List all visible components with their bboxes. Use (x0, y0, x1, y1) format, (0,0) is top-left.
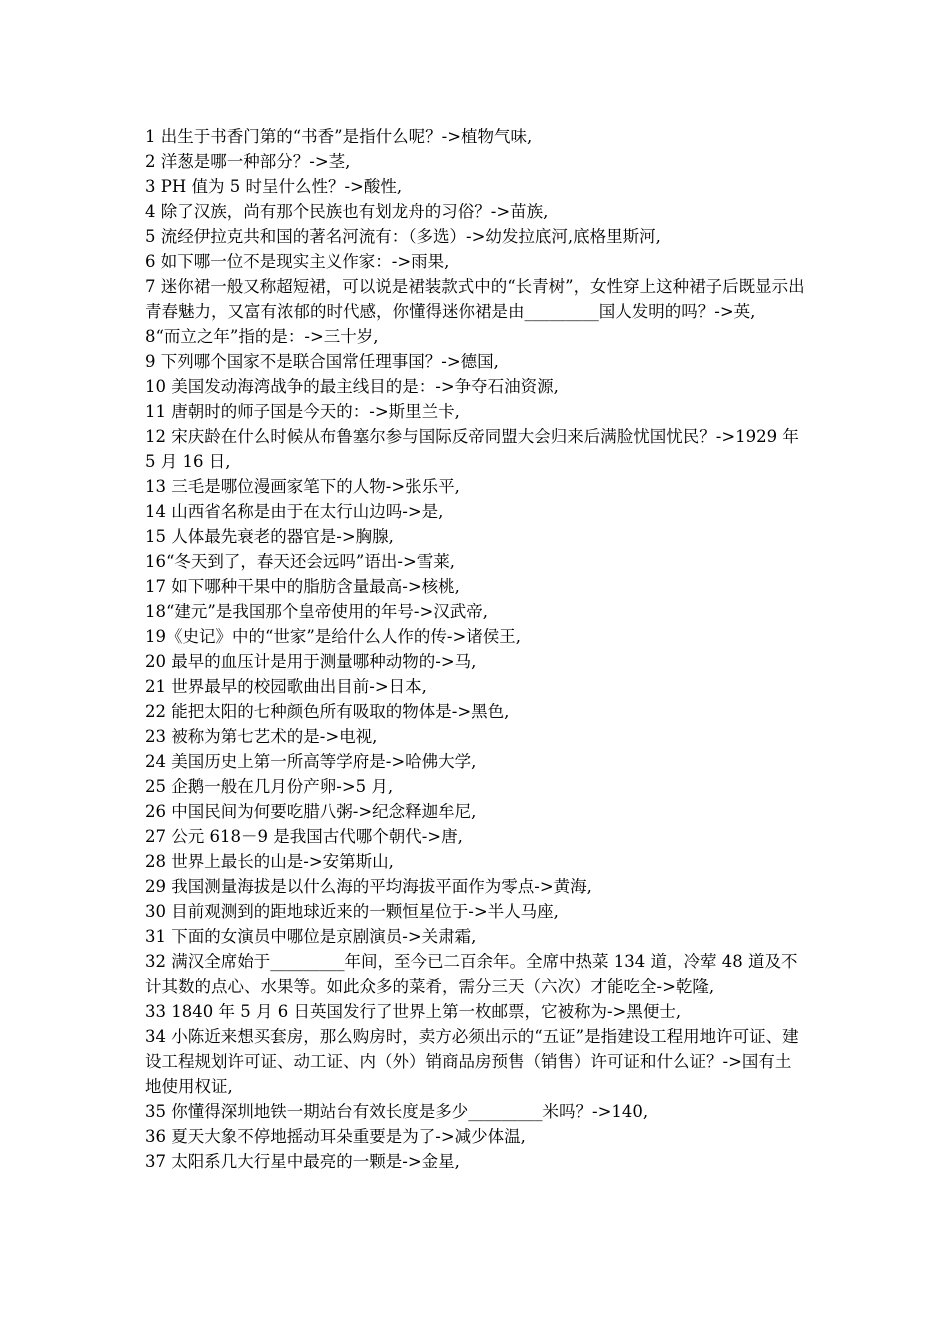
qa-item-10: 10 美国发动海湾战争的最主线目的是：->争夺石油资源, (145, 377, 559, 396)
qa-item-22: 22 能把太阳的七种颜色所有吸取的物体是->黑色, (145, 702, 510, 721)
qa-item-23: 23 被称为第七艺术的是->电视, (145, 727, 378, 746)
qa-item-5: 5 流经伊拉克共和国的著名河流有：（多选）->幼发拉底河,底格里斯河, (145, 227, 661, 246)
qa-item-1: 1 出生于书香门第的“书香”是指什么呢？->植物气味, (145, 127, 533, 146)
qa-item-9: 9 下列哪个国家不是联合国常任理事国？->德国, (145, 352, 499, 371)
document-body (145, 124, 807, 1174)
qa-item-27: 27 公元 618－9 是我国古代哪个朝代->唐, (145, 827, 463, 846)
qa-item-28: 28 世界上最长的山是->安第斯山, (145, 852, 394, 871)
qa-item-33: 33 1840 年 5 月 6 日英国发行了世界上第一枚邮票，它被称为->黑便士, (145, 1002, 682, 1021)
qa-item-11: 11 唐朝时的师子国是今天的：->斯里兰卡, (145, 402, 460, 421)
qa-item-16: 16“冬天到了，春天还会远吗”语出->雪莱, (145, 552, 456, 571)
qa-item-2: 2 洋葱是哪一种部分？->茎, (145, 152, 351, 171)
qa-item-32: 32 满汉全席始于_________年间，至今已二百余年。全席中热菜 134 道，冷荤 48 道及不计其数的点心、水果等。如此众多的菜肴，需分三天（六次）才能吃全->乾隆, (145, 952, 798, 996)
qa-item-7: 7 迷你裙一般又称超短裙，可以说是裙装款式中的“长青树”，女性穿上这种裙子后既显示出青春魅力，又富有浓郁的时代感，你懂得迷你裙是由_________国人发明的吗？->英, (145, 277, 805, 321)
qa-item-29: 29 我国测量海拔是以什么海的平均海拔平面作为零点->黄海, (145, 877, 592, 896)
qa-item-19: 19《史记》中的“世家”是给什么人作的传->诸侯王, (145, 627, 522, 646)
qa-item-26: 26 中国民间为何要吃腊八粥->纪念释迦牟尼, (145, 802, 477, 821)
qa-item-21: 21 世界最早的校园歌曲出目前->日本, (145, 677, 427, 696)
qa-item-15: 15 人体最先衰老的器官是->胸腺, (145, 527, 394, 546)
qa-item-13: 13 三毛是哪位漫画家笔下的人物->张乐平, (145, 477, 460, 496)
qa-item-35: 35 你懂得深圳地铁一期站台有效长度是多少_________米吗？->140, (145, 1102, 649, 1121)
qa-item-25: 25 企鹅一般在几月份产卵->5 月, (145, 777, 394, 796)
qa-item-20: 20 最早的血压计是用于测量哪种动物的->马, (145, 652, 477, 671)
qa-item-18: 18“建元”是我国那个皇帝使用的年号->汉武帝, (145, 602, 489, 621)
qa-item-4: 4 除了汉族，尚有那个民族也有划龙舟的习俗？->苗族, (145, 202, 549, 221)
qa-item-6: 6 如下哪一位不是现实主义作家：->雨果, (145, 252, 450, 271)
qa-item-3: 3 PH 值为 5 时呈什么性？->酸性, (145, 177, 403, 196)
qa-item-14: 14 山西省名称是由于在太行山边吗->是, (145, 502, 444, 521)
qa-item-36: 36 夏天大象不停地摇动耳朵重要是为了->减少体温, (145, 1127, 526, 1146)
qa-item-34: 34 小陈近来想买套房，那么购房时，卖方必须出示的“五证”是指建设工程用地许可证、建设工程规划许可证、动工证、内（外）销商品房预售（销售）许可证和什么证？->国有土地使用权证, (145, 1027, 799, 1096)
qa-item-31: 31 下面的女演员中哪位是京剧演员->关肃霜, (145, 927, 477, 946)
qa-item-24: 24 美国历史上第一所高等学府是->哈佛大学, (145, 752, 477, 771)
qa-item-37: 37 太阳系几大行星中最亮的一颗是->金星, (145, 1152, 460, 1171)
qa-item-8: 8“而立之年”指的是：->三十岁, (145, 327, 379, 346)
qa-item-12: 12 宋庆龄在什么时候从布鲁塞尔参与国际反帝同盟大会归来后满脸忧国忧民？->1929 年 5 月 16 日, (145, 427, 799, 471)
qa-item-17: 17 如下哪种干果中的脂肪含量最高->核桃, (145, 577, 460, 596)
qa-item-30: 30 目前观测到的距地球近来的一颗恒星位于->半人马座, (145, 902, 559, 921)
